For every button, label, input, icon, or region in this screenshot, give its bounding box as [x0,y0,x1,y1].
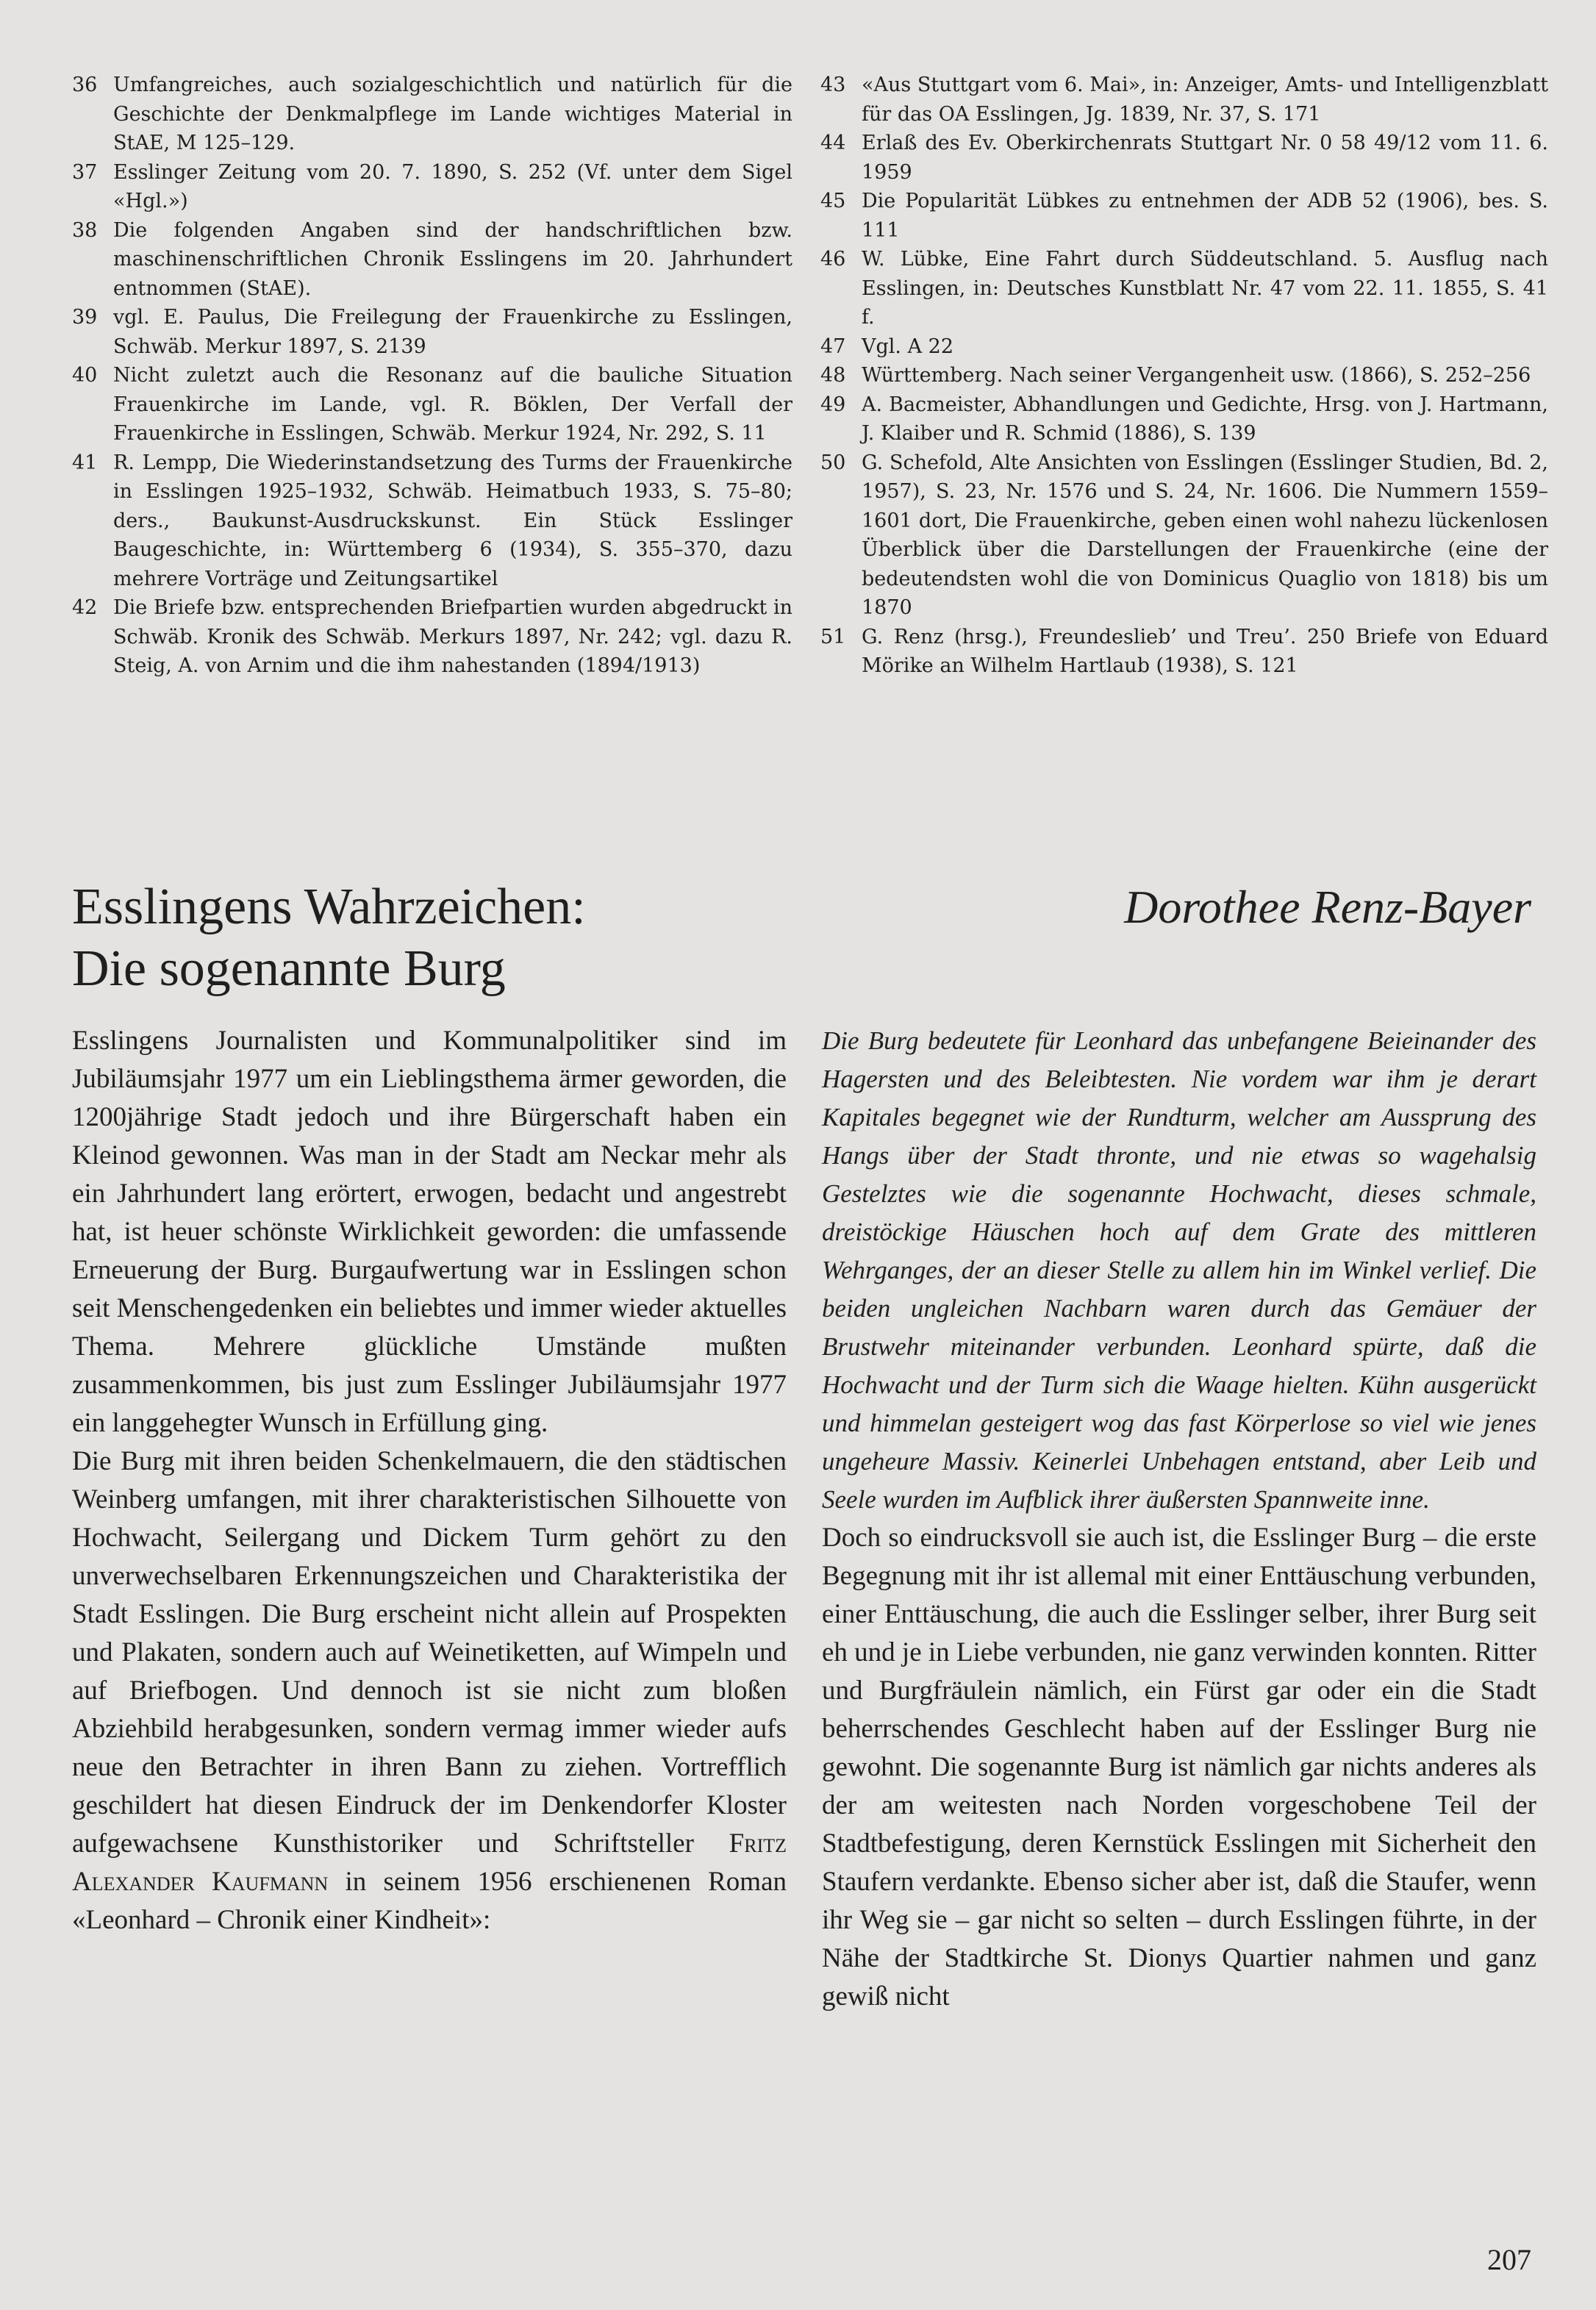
footnote-number: 38 [72,218,98,242]
footnote-number: 50 [820,451,846,474]
footnote-number: 44 [820,132,846,154]
footnote [820,187,1548,245]
page-number: 207 [1487,2243,1531,2276]
body-paragraph [72,1442,787,1939]
footnote-number: 37 [72,160,98,184]
footnote-number: 39 [72,306,98,329]
footnote-text: Nicht zuletzt auch die Resonanz auf die bauliche Situation Frauenkirche im Lande, vgl. R. Böklen, Der Verfall der Frauenkirche in Esslingen, Schwäb. Merkur 1924, Nr. 292, S. 11 [113,364,792,445]
footnote-text: Die Popularität Lübkes zu entnehmen der ADB 52 (1906), bes. S. 111 [862,190,1548,242]
footnote [820,71,1548,129]
article-title-line-1: Esslingens Wahrzeichen: [72,879,586,935]
footnote-text: «Aus Stuttgart vom 6. Mai», in: Anzeiger, Amts- und Intelligenzblatt für das OA Esslingen, Jg. 1839, Nr. 37, S. 171 [862,74,1548,126]
footnote-text: Esslinger Zeitung vom 20. 7. 1890, S. 252 (Vf. unter dem Sigel «Hgl.») [113,160,792,212]
footnote-number: 36 [72,74,98,96]
footnote [820,623,1548,681]
author-name: Fritz Alexander Kaufmann [72,1828,787,1897]
footnote-text: Erlaß des Ev. Oberkirchenrats Stuttgart Nr. 0 58 49/12 vom 11. 6. 1959 [862,132,1548,184]
footnote-text: G. Renz (hrsg.), Freundeslieb’ und Treu’. 250 Briefe von Eduard Mörike an Wilhelm Hartlaub (1938), S. 121 [862,625,1548,677]
footnote [820,448,1548,623]
footnote-text: A. Bacmeister, Abhandlungen und Gedichte, Hrsg. von J. Hartmann, J. Klaiber und R. Schmid (1886), S. 139 [862,393,1548,445]
footnote-text: G. Schefold, Alte Ansichten von Esslingen (Esslinger Studien, Bd. 2, 1957), S. 23, Nr. 1576 und S. 24, Nr. 1606. Die Nummern 1559–1601 dort, Die Frauenkirche, geben einen wohl nahezu lückenlosen Überblick über die Darstellungen der Frauenkirche (eine der bedeutendsten wohl die von Dominicus Quaglio von 1818) bis um 1870 [862,451,1548,619]
article-left-column [72,1022,787,1939]
footnote-number: 43 [820,74,846,96]
footnote-number: 41 [72,451,98,474]
footnote-number: 40 [72,364,98,387]
body-paragraph-text: Die Burg mit ihren beiden Schenkelmauern, die den städtischen Weinberg umfangen, mit ihrer charakteristischen Silhouette von Hochwacht, Seilergang und Dickem Turm gehört zu den unverwechselbaren Erkennungszeichen und Charakteristika der Stadt Esslingen. Die Burg erscheint nicht allein auf Prospekten und Plakaten, sondern auch auf Weinetiketten, auf Wimpeln und auf Briefbogen. Und dennoch ist sie nicht zum bloßen Abziehbild herabgesunken, sondern vermag immer wieder aufs neue den Betrachter in ihren Bann zu ziehen. Vortrefflich geschildert hat diesen Eindruck der im Denkendorfer Kloster aufgewachsene Kunsthistoriker und Schriftsteller [72,1446,787,1859]
footnote-text: R. Lempp, Die Wiederinstandsetzung des Turms der Frauenkirche in Esslingen 1925–1932, Schwäb. Heimatbuch 1933, S. 75–80; ders., Baukunst-Ausdruckskunst. Ein Stück Esslinger Baugeschichte, in: Württemberg 6 (1934), S. 355–370, dazu mehrere Vorträge und Zeitungsartikel [113,451,792,590]
footnote-text: Die folgenden Angaben sind der handschriftlichen bzw. maschinenschriftlichen Chronik Esslingens im 20. Jahrhundert entnommen (StAE). [113,218,792,300]
footnote-number: 51 [820,625,846,648]
footnote [72,593,792,681]
footnote-text: Umfangreiches, auch sozialgeschichtlich und natürlich für die Geschichte der Denkmalpflege im Lande wichtiges Material in StAE, M 125–129. [113,74,792,154]
footnote-text: W. Lübke, Eine Fahrt durch Süddeutschland. 5. Ausflug nach Esslingen, in: Deutsches Kunstblatt Nr. 47 vom 22. 11. 1855, S. 41 f. [862,248,1548,329]
footnote [72,216,792,304]
footnote [72,158,792,216]
body-paragraph: Esslingens Journalisten und Kommunalpolitiker sind im Jubiläumsjahr 1977 um ein Lieblingsthema ärmer geworden, die 1200jährige Stadt jedoch und ihre Bürgerschaft haben ein Kleinod gewonnen. Was man in der Stadt am Neckar mehr als ein Jahrhundert lang erörtert, erwogen, bedacht und angestrebt hat, ist heuer schönste Wirklichkeit geworden: die umfassende Erneuerung der Burg. Burgaufwertung war in Esslingen schon seit Menschengedenken ein beliebtes und immer wieder aktuelles Thema. Mehrere glückliche Umstände mußten zusammenkommen, bis just zum Esslinger Jubiläumsjahr 1977 ein langgehegter Wunsch in Erfüllung ging. [72,1026,787,1438]
footnote [72,71,792,158]
footnote-number: 46 [820,248,846,271]
footnote [72,361,792,448]
footnote [72,448,792,594]
article-title-line-2: Die sogenannte Burg [72,940,506,997]
footnote [820,361,1548,390]
footnote-text: Württemberg. Nach seiner Vergangenheit usw. (1866), S. 252–256 [862,364,1531,387]
article-right-column [822,1022,1536,2016]
body-paragraph: Doch so eindrucksvoll sie auch ist, die Esslinger Burg – die erste Begegnung mit ihr ist allemal mit einer Enttäuschung verbunden, einer Enttäuschung, die auch die Esslinger selber, ihrer Burg seit eh und je in Liebe verbunden, nie ganz verwinden konnten. Ritter und Burgfräulein nämlich, ein Fürst gar oder ein die Stadt beherrschendes Geschlecht haben auf der Esslinger Burg nie gewohnt. Die sogenannte Burg ist nämlich gar nichts anderes als der am weitesten nach Norden vorgeschobene Teil der Stadtbefestigung, deren Kernstück Esslingen mit Sicherheit den Staufern verdankte. Ebenso sicher aber ist, daß die Staufer, wenn ihr Weg sie – gar nicht so selten – durch Esslingen führte, in der Nähe der Stadtkirche St. Dionys Quartier nahmen und ganz gewiß nicht [822,1523,1536,2012]
footnote-text: Vgl. A 22 [862,335,954,358]
footnote-number: 47 [820,335,846,358]
footnote-number: 45 [820,190,846,212]
footnote [820,390,1548,448]
footnote-number: 49 [820,393,846,416]
footnotes-left-column [72,71,792,681]
footnote-text: Die Briefe bzw. entsprechenden Briefpartien wurden abgedruckt in Schwäb. Kronik des Schwäb. Merkurs 1897, Nr. 242; vgl. dazu R. Steig, A. von Arnim und die ihm nahestanden (1894/1913) [113,596,792,677]
article-author: Dorothee Renz-Bayer [1124,881,1531,933]
article-title [72,876,881,1000]
footnote-number: 48 [820,364,846,387]
footnote [820,332,1548,362]
footnotes-right-column [820,71,1548,681]
footnote [820,129,1548,187]
body-paragraph-text: in seinem 1956 erschienenen Roman «Leonhard – Chronik einer Kindheit»: [72,1867,787,1935]
footnote [72,303,792,361]
footnote [820,245,1548,332]
block-quote: Die Burg bedeutete für Leonhard das unbefangene Beieinander des Hagersten und des Beleibtesten. Nie vordem war ihm je derart Kapitales begegnet wie der Rundturm, welcher am Aussprung des Hangs über der Stadt thronte, und nie etwas so wagehalsig Gestelztes wie die sogenannte Hochwacht, dieses schmale, dreistöckige Häuschen hoch auf dem Grate des mittleren Wehrganges, der an dieser Stelle zu allem hin im Winkel verlief. Die beiden ungleichen Nachbarn waren durch das Gemäuer der Brustwehr miteinander verbunden. Leonhard spürte, daß die Hochwacht und der Turm sich die Waage hielten. Kühn ausgerückt und himmelan gesteigert wog das fast Körperlose so viel wie jenes ungeheure Massiv. Keinerlei Unbehagen entstand, aber Leib und Seele wurden im Aufblick ihrer äußersten Spannweite inne. [822,1026,1536,1514]
footnote-number: 42 [72,596,98,619]
footnote-text: vgl. E. Paulus, Die Freilegung der Frauenkirche zu Esslingen, Schwäb. Merkur 1897, S. 2139 [113,306,792,358]
